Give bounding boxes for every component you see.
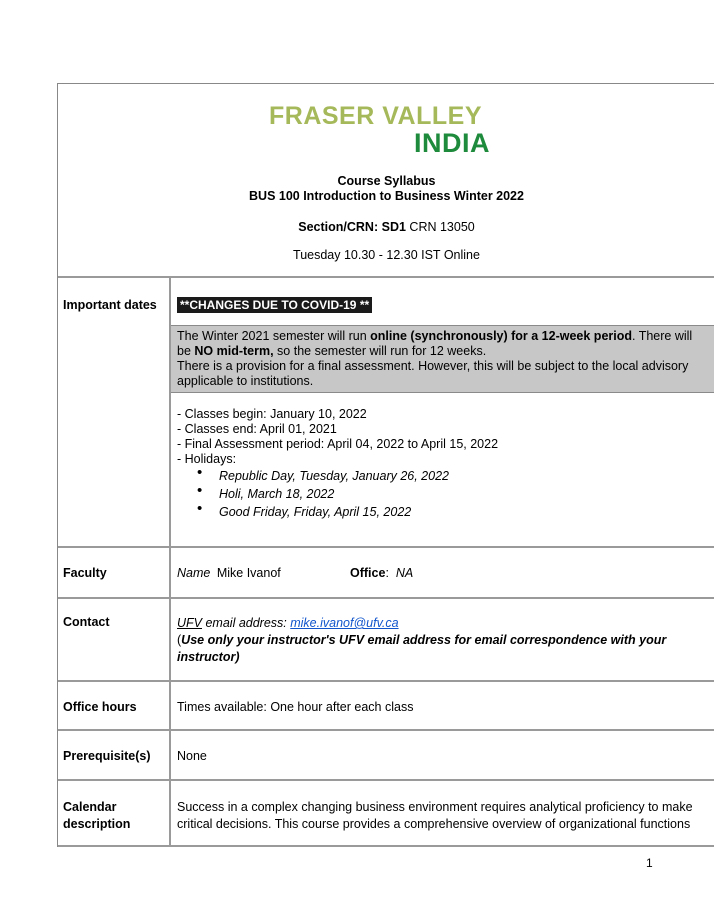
faculty-name: Mike Ivanof (216, 566, 281, 580)
holiday-item: • Good Friday, Friday, April 15, 2022 (197, 503, 714, 521)
section-crn: Section/CRN: SD1 CRN 13050 (298, 220, 475, 234)
contact-row: Contact UFV email address: mike.ivanof@ufv.ca (Use only your instructor's UFV email address for email correspondence with your instructor) (58, 599, 714, 682)
syllabus-title: Course Syllabus (337, 174, 436, 188)
office-hours-value: Times available: One hour after each class (177, 700, 414, 714)
contact-label: Contact (58, 599, 171, 680)
course-name: BUS 100 Introduction to Business Winter 2022 (249, 189, 524, 203)
email-link[interactable]: mike.ivanof@ufv.ca (290, 616, 399, 630)
office-hours-row (58, 682, 714, 731)
date-final-assessment: - Final Assessment period: April 04, 2022 to April 15, 2022 (177, 437, 499, 451)
page-number: 1 (646, 856, 653, 870)
holiday-list (177, 467, 714, 521)
prerequisites-row (58, 731, 714, 781)
date-classes-end: - Classes end: April 01, 2021 (177, 422, 337, 436)
syllabus-table (57, 83, 714, 847)
covid-notice: The Winter 2021 semester will run online (synchronously) for a 12-week period. There will be NO mid-term, so the semester will run for 12 weeks. There is a provision for a final assessment. However, this will be subject to the local advisory applicable to institutions. (171, 325, 714, 393)
date-classes-begin: - Classes begin: January 10, 2022 (177, 407, 367, 421)
name-label: Name (177, 566, 211, 580)
faculty-row (58, 548, 714, 599)
calendar-row (58, 781, 714, 847)
email-note: Use only your instructor's UFV email address for email correspondence with your instructor) (177, 633, 667, 664)
office-field: Office: NA (350, 566, 414, 580)
holiday-item: • Republic Day, Tuesday, January 26, 2022 (197, 467, 714, 485)
class-schedule: Tuesday 10.30 - 12.30 IST Online (293, 248, 480, 262)
calendar-description: Success in a complex changing business environment requires analytical proficiency to make critical decisions. This course provides a comprehensive overview of organizational functions (177, 800, 693, 831)
syllabus-header (58, 84, 714, 278)
date-holidays-label: - Holidays: (177, 452, 237, 466)
faculty-label: Faculty (58, 548, 171, 597)
important-dates-label: Important dates (58, 278, 171, 546)
prerequisites-label: Prerequisite(s) (58, 731, 171, 779)
important-dates-row (58, 278, 714, 548)
prerequisites-value: None (177, 749, 207, 763)
dates-list (177, 407, 714, 521)
office-hours-label: Office hours (58, 682, 171, 729)
fraser-valley-india-logo: FRASER VALLEY INDIA (269, 102, 490, 158)
calendar-label: Calendar description (58, 781, 171, 845)
covid-badge: **CHANGES DUE TO COVID-19 ** (177, 297, 372, 313)
holiday-item: • Holi, March 18, 2022 (197, 485, 714, 503)
